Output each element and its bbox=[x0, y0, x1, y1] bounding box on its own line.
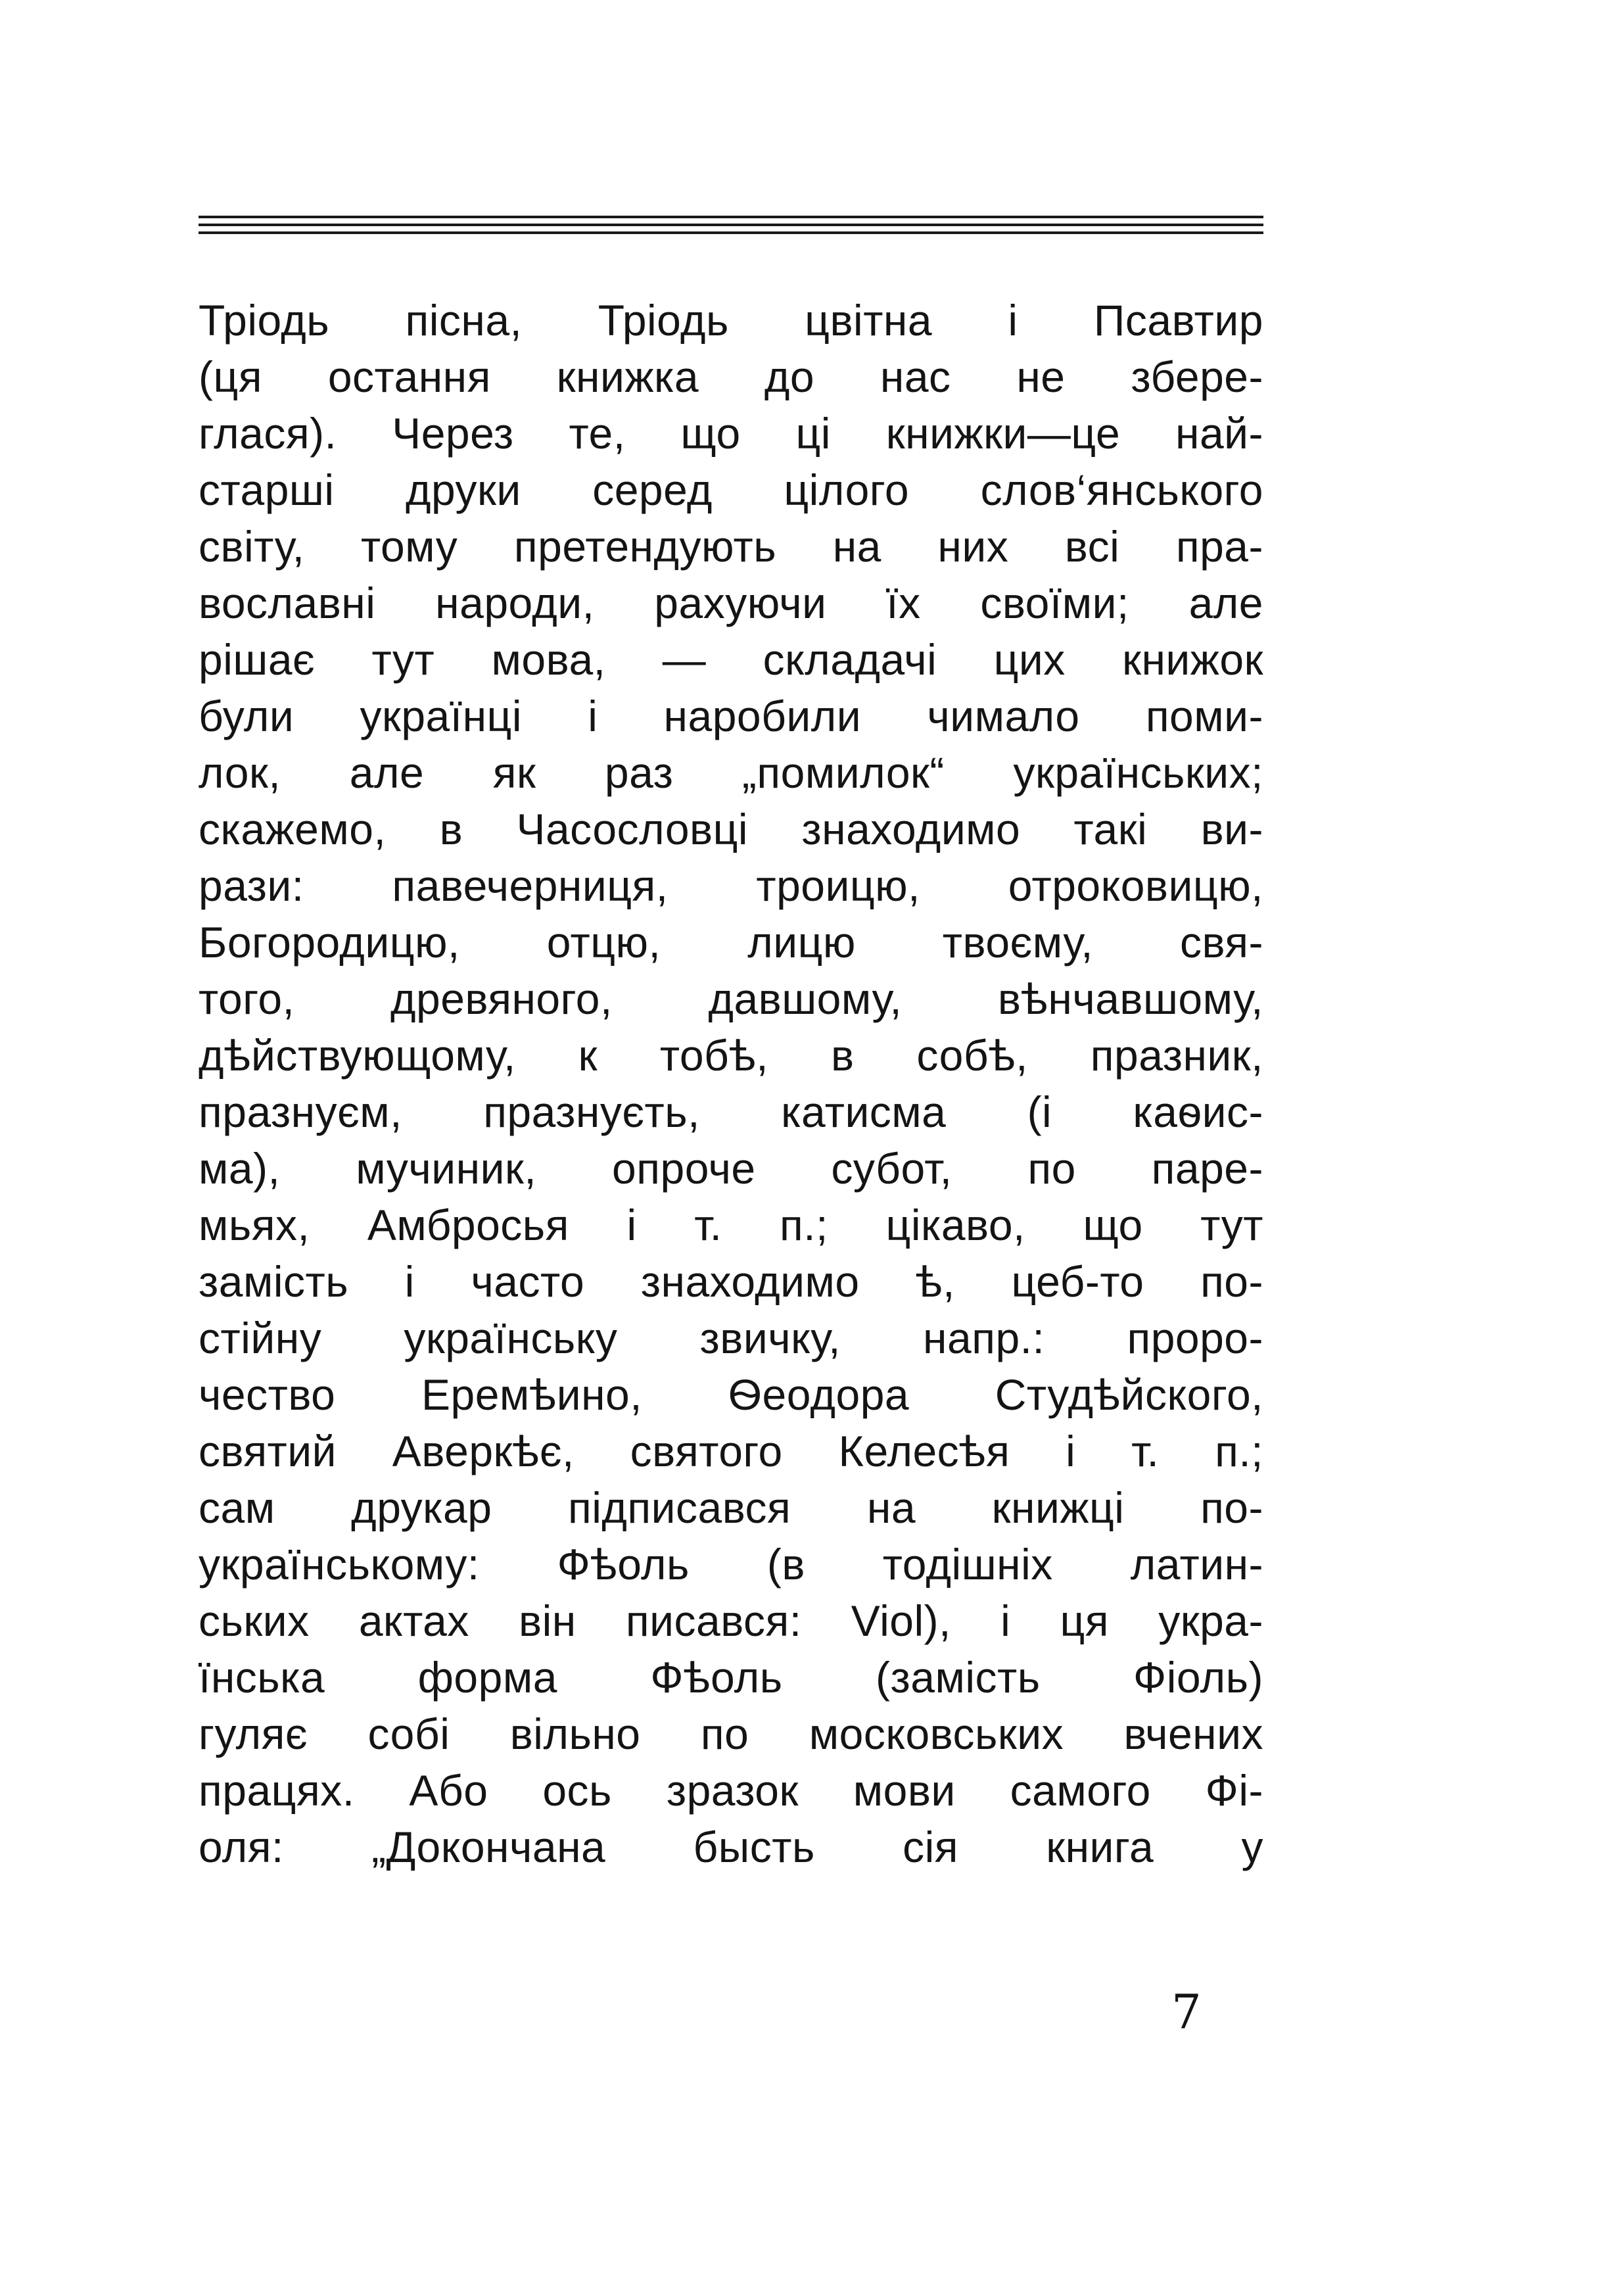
text-line: українському: Фѣоль (в тодішніх латин- bbox=[199, 1540, 1263, 1589]
text-line: (ця остання книжка до нас не збере- bbox=[199, 352, 1263, 401]
header-rule bbox=[199, 216, 1263, 239]
text-line: Богородицю, отцю, лицю твоєму, свя- bbox=[199, 918, 1263, 967]
text-line: Тріодь пісна, Тріодь цвітна і Псавтир bbox=[199, 296, 1263, 345]
text-line: дѣйствующому, к тобѣ, в собѣ, празник, bbox=[199, 1031, 1263, 1080]
text-line: чество Еремѣино, Ѳеодора Студѣйского, bbox=[199, 1370, 1263, 1419]
header-rule-line bbox=[199, 224, 1263, 226]
text-line: святий Аверкѣє, святого Келесѣя і т. п.; bbox=[199, 1427, 1263, 1475]
text-line: світу, тому претендують на них всі пра- bbox=[199, 522, 1263, 571]
text-line: оля: „Докончана бысть сія книга у bbox=[199, 1823, 1263, 1871]
text-line: вославні народи, рахуючи їх своїми; але bbox=[199, 579, 1263, 627]
text-line: рази: павечерниця, троицю, отроковицю, bbox=[199, 861, 1263, 910]
text-line: сам друкар підписався на книжці по- bbox=[199, 1483, 1263, 1532]
header-rule-line bbox=[199, 216, 1263, 218]
text-line: їнська форма Фѣоль (замість Фіоль) bbox=[199, 1653, 1263, 1702]
body-text bbox=[199, 292, 1263, 1875]
text-line: празнуєм, празнуєть, катисма (і каѳис- bbox=[199, 1088, 1263, 1136]
text-line: мьях, Амбросья і т. п.; цікаво, що тут bbox=[199, 1201, 1263, 1249]
text-line: рішає тут мова, — складачі цих книжок bbox=[199, 635, 1263, 684]
text-line: працях. Або ось зразок мови самого Фі- bbox=[199, 1766, 1263, 1815]
text-line: стійну українську звичку, напр.: проро- bbox=[199, 1314, 1263, 1362]
text-line: лок, але як раз „помилок“ українських; bbox=[199, 748, 1263, 797]
text-line: гуляє собі вільно по московських вчених bbox=[199, 1710, 1263, 1758]
text-line: того, древяного, давшому, вѣнчавшому, bbox=[199, 974, 1263, 1023]
text-line: були українці і наробили чимало поми- bbox=[199, 692, 1263, 740]
text-line: замість і часто знаходимо ѣ, цеб-то по- bbox=[199, 1257, 1263, 1306]
text-line: ських актах він писався: Viol), і ця укра- bbox=[199, 1596, 1263, 1645]
text-line: скажемо, в Часословці знаходимо такі ви- bbox=[199, 805, 1263, 853]
header-rule-line bbox=[199, 231, 1263, 234]
text-line: старші друки серед цілого слов‘янського bbox=[199, 466, 1263, 514]
text-line: ма), мучиник, опроче субот, по паре- bbox=[199, 1144, 1263, 1193]
page-number: 7 bbox=[1171, 1984, 1202, 2040]
text-line: глася). Через те, що ці книжки—це най- bbox=[199, 409, 1263, 458]
